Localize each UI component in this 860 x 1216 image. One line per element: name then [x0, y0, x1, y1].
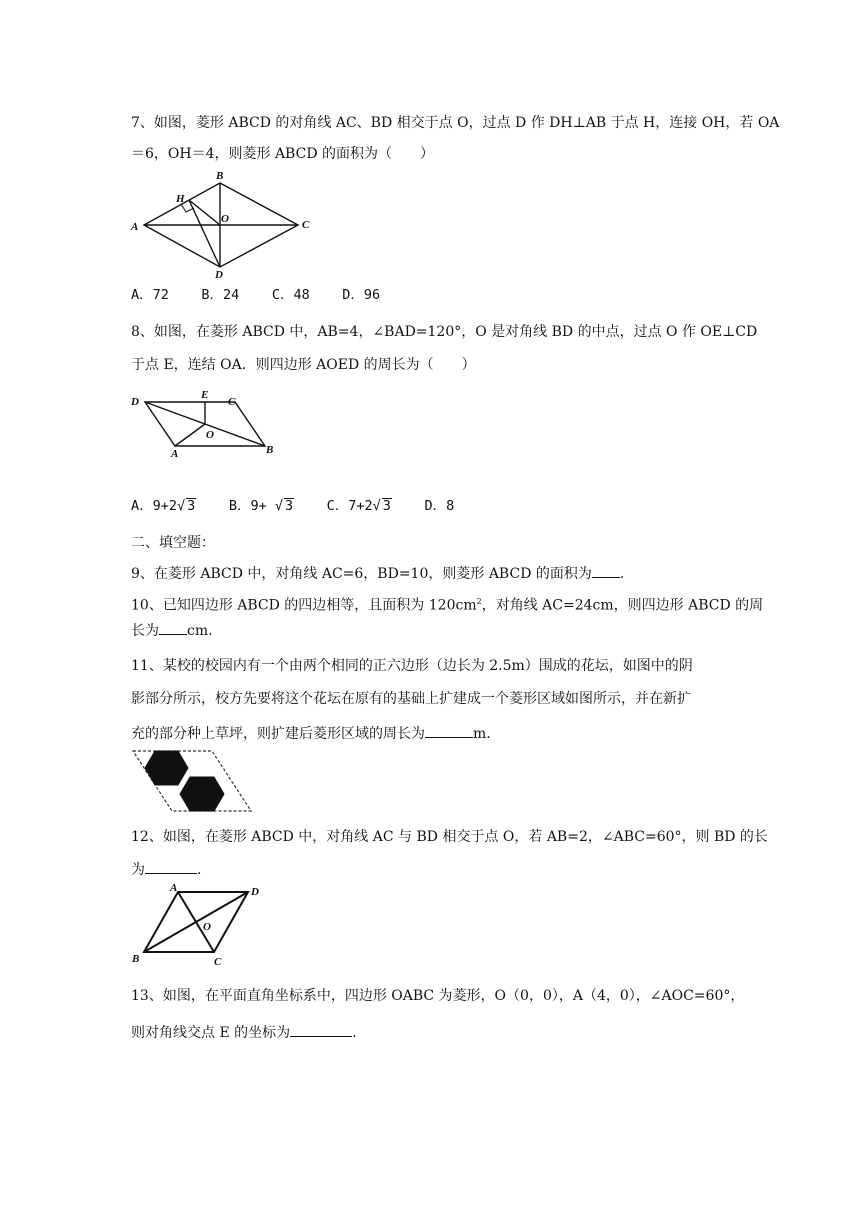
q8-label-c: C: [228, 396, 236, 408]
q8-option-d[interactable]: D．8: [424, 498, 455, 514]
q12-label-b: B: [132, 953, 140, 965]
q12-text-line1: 12、如图，在菱形 ABCD 中，对角线 AC 与 BD 相交于点 O，若 AB=2，∠ABC=60°，则 BD 的长: [131, 829, 768, 845]
q8-label-o: O: [206, 429, 214, 441]
q11-text-line2: 影部分所示，校方先要将这个花坛在原有的基础上扩建成一个菱形区域如图所示，并在新扩: [131, 691, 691, 707]
q10-text-line1: 10、已知四边形 ABCD 的四边相等，且面积为 $120cm^2$，对角线 AC=24cm，则四边形 ABCD 的周: [131, 597, 764, 614]
q7-label-o: O: [221, 213, 229, 225]
q8-option-b[interactable]: B．9+ √ 3: [228, 498, 294, 514]
q11-text-line3: 充的部分种上草坪，则扩建后菱形区域的周长为 m.: [131, 723, 491, 743]
q10-answer-blank[interactable]: [159, 620, 187, 635]
q7-option-c[interactable]: C．48: [271, 287, 310, 303]
q12-label-d: D: [251, 886, 259, 898]
q11-text-line1: 11、某校的校园内有一个由两个相同的正六边形（边长为 2.5m）围成的花坛，如图中的阴: [131, 658, 693, 674]
q7-options: [131, 286, 380, 304]
q13-text-line1: 13、如图，在平面直角坐标系中，四边形 OABC 为菱形，O（0，0），A（4，0），∠AOC=60°，: [131, 988, 745, 1004]
q11-hexagon-flowerbed-figure: [130, 749, 254, 815]
q7-label-c: C: [302, 219, 310, 231]
q7-text-line2: ＝6，OH＝4，则菱形 ABCD 的面积为（ ）: [131, 146, 434, 162]
q12-rhombus-figure: [128, 882, 268, 972]
q8-label-e: E: [201, 389, 209, 401]
q9-answer-blank[interactable]: [592, 563, 620, 578]
q8-rhombus-figure: [128, 388, 298, 478]
q7-label-h: H: [176, 193, 185, 205]
q7-rhombus-figure: [128, 170, 328, 281]
q12-text-line2: 为 .: [131, 859, 201, 879]
q9-text: 9、在菱形 ABCD 中，对角线 AC=6，BD=10，则菱形 ABCD 的面积为 .: [131, 563, 624, 583]
q13-text-line2: 则对角线交点 E 的坐标为 .: [131, 1022, 357, 1042]
q8-text-line2: 于点 E，连结 OA．则四边形 AOED 的周长为（ ）: [131, 357, 476, 373]
q8-label-a: A: [171, 448, 179, 460]
q10-text-line2: 长为 cm.: [131, 620, 213, 640]
q7-label-d: D: [215, 269, 223, 281]
q7-text-line1: 7、如图，菱形 ABCD 的对角线 AC、BD 相交于点 O，过点 D 作 DH⊥AB 于点 H，连接 OH，若 OA: [131, 115, 780, 131]
q7-option-d[interactable]: D．96: [342, 287, 381, 303]
q7-label-a: A: [131, 221, 139, 233]
q13-answer-blank[interactable]: [290, 1022, 352, 1037]
q7-option-a[interactable]: A．72: [131, 287, 169, 303]
q11-answer-blank[interactable]: [425, 723, 473, 738]
q8-label-d: D: [131, 396, 139, 408]
section-fill-in-heading: 二、填空题：: [131, 535, 215, 551]
q8-option-a[interactable]: A．9+2√ 3: [131, 498, 196, 514]
q12-answer-blank[interactable]: [145, 859, 197, 874]
q8-text-line1: 8、如图，在菱形 ABCD 中，AB=4，∠BAD=120°，O 是对角线 BD 的中点，过点 O 作 OE⊥CD: [131, 324, 758, 340]
q7-option-b[interactable]: B．24: [201, 287, 240, 303]
q12-label-c: C: [214, 956, 222, 968]
q12-label-o: O: [203, 921, 211, 933]
q7-label-b: B: [216, 170, 224, 182]
q8-label-b: B: [266, 444, 274, 456]
q8-option-c[interactable]: C．7+2√ 3: [326, 498, 391, 514]
q8-options: [131, 497, 454, 515]
q12-label-a: A: [170, 882, 178, 894]
